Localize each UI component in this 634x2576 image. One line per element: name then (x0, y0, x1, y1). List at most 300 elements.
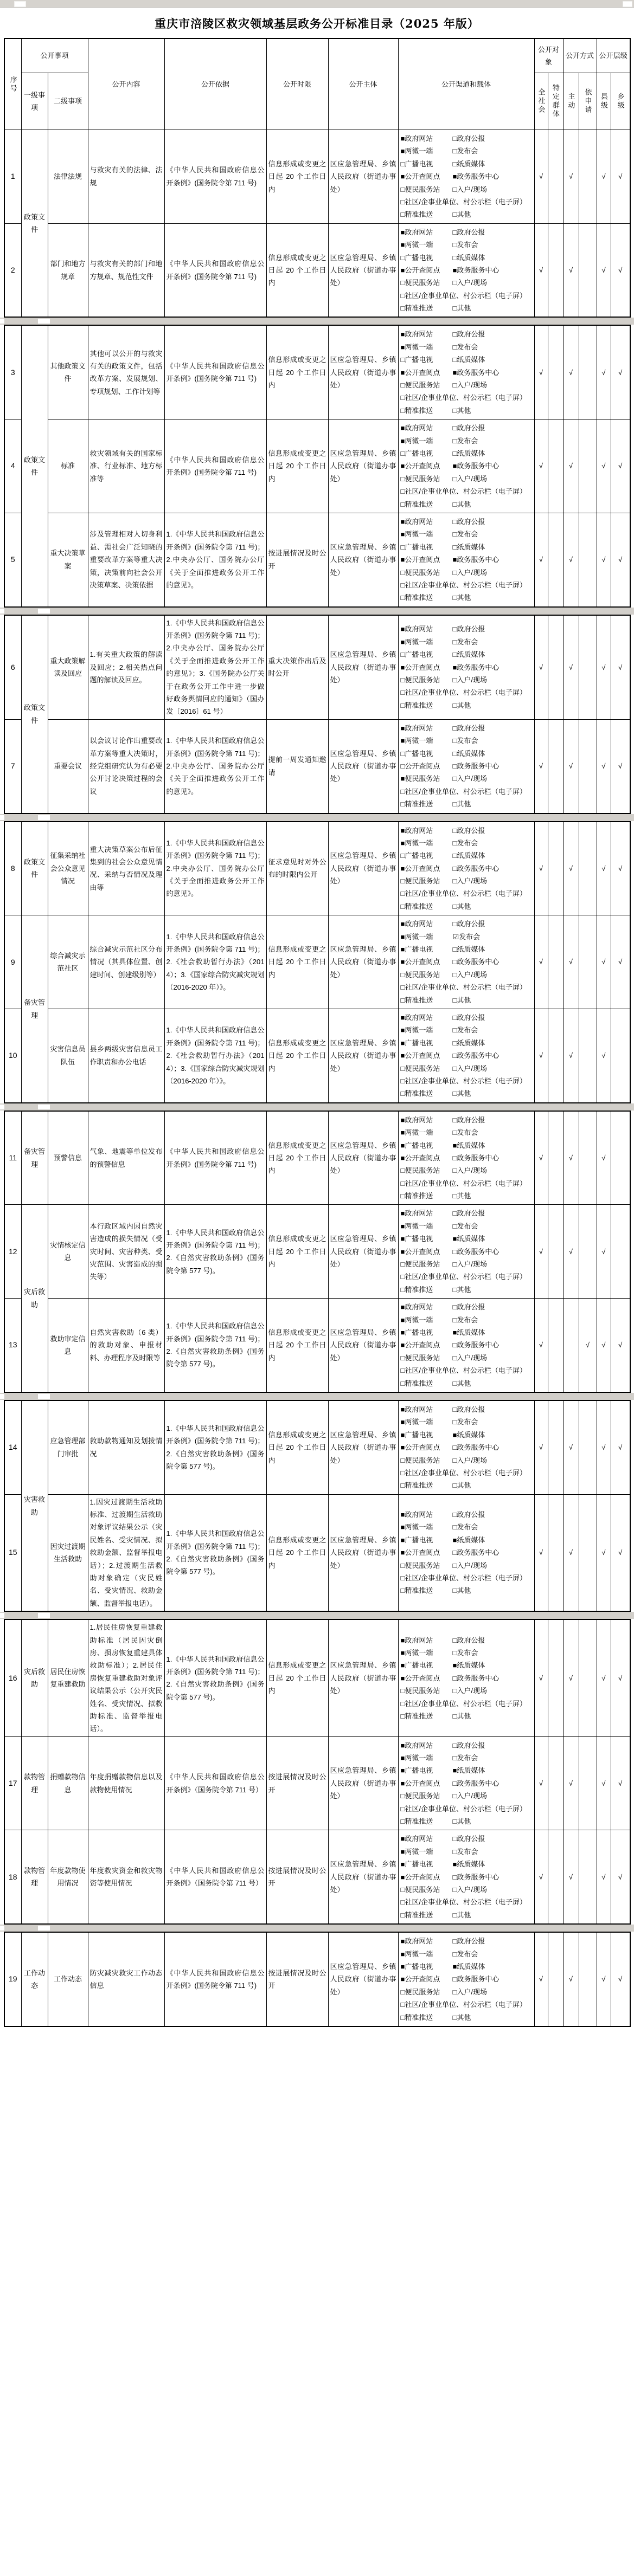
channel-option: ■广播电视 (400, 1141, 433, 1150)
channel-option: ■两微一端 (400, 343, 433, 351)
cell-content: 气象、地震等单位发布的预警信息 (88, 1111, 164, 1205)
cell-check-township (611, 1494, 630, 1611)
channel-line (401, 1845, 533, 1858)
channel-option: □其他 (452, 1379, 471, 1387)
check-mark: √ (568, 761, 573, 770)
channel-option: □便民服务站 (400, 1260, 440, 1269)
cell-index: 14 (4, 1400, 21, 1494)
table-row (4, 1932, 630, 2026)
cell-content: 救助款物通知及划拨情况 (88, 1400, 164, 1494)
cell-check-township (611, 1619, 630, 1736)
channel-line (401, 541, 533, 553)
cell-check-public (534, 1299, 548, 1392)
check-mark: √ (539, 1674, 543, 1682)
check-mark: √ (618, 556, 623, 564)
channel-line (401, 366, 533, 379)
channel-option: □精准推送 (400, 593, 433, 602)
check-mark: √ (601, 1674, 606, 1682)
cell-category-level2: 灾情核定信息 (48, 1205, 88, 1299)
check-mark: √ (618, 1779, 623, 1787)
channel-line: □社区/企事业单位、村公示栏（电子屏） (400, 787, 527, 796)
check-mark: √ (568, 462, 573, 470)
channel-option: ■两微一端 (400, 436, 433, 445)
cell-check-township (611, 719, 630, 813)
channel-option: □政务服务中心 (452, 1873, 499, 1881)
check-mark: √ (601, 1548, 606, 1557)
channel-line (401, 1326, 533, 1339)
channel-option: □便民服务站 (400, 1456, 440, 1464)
cell-check-onrequest (579, 615, 597, 720)
channel-option: ■两微一端 (400, 737, 433, 745)
check-mark: √ (618, 1548, 623, 1557)
channel-option: ■政府网站 (400, 826, 433, 835)
channel-option: □政务服务中心 (452, 1153, 499, 1162)
channel-option: □纸质媒体 (452, 159, 485, 168)
cell-index: 17 (4, 1736, 21, 1830)
cell-category-level1: 政策文件 (21, 615, 48, 814)
cell-basis: 1.《中华人民共和国政府信息公开条例》(国务院令第 711 号)；2.中央办公厅、国务院办公厅《关于全面推进政务公开工作的意见》。 (164, 822, 266, 915)
cell-content: 年度救灾资金和救灾物资等使用情况 (88, 1830, 164, 1924)
cell-content: 综合减灾示范社区分布情况（其具体位置、创建时间、创建级别等） (88, 915, 164, 1009)
check-mark: √ (568, 172, 573, 181)
channel-option: □精准推送 (400, 1910, 433, 1919)
channel-line (401, 1534, 533, 1546)
channel-option: ■政府网站 (400, 424, 433, 432)
check-mark: √ (601, 1873, 606, 1881)
channel-line (401, 1207, 533, 1219)
channel-option: □政府公报 (452, 1741, 485, 1749)
page-break-notch (0, 609, 4, 614)
cell-check-county (597, 130, 611, 224)
channel-option: □纸质媒体 (452, 1038, 485, 1047)
cell-check-township (611, 130, 630, 224)
check-mark: √ (539, 1548, 543, 1557)
channel-line (401, 1114, 533, 1126)
cell-check-public (534, 325, 548, 419)
channel-option: □广播电视 (400, 543, 433, 551)
channel-option: ■两微一端 (400, 1418, 433, 1426)
cell-category-level2: 综合减灾示范社区 (48, 915, 88, 1009)
cell-check-public (534, 223, 548, 317)
channel-option: □入户/现场 (452, 381, 487, 390)
channel-line (401, 1790, 533, 1802)
cell-check-county (597, 1400, 611, 1494)
cell-content: 涉及管理相对人切身利益、需社会广泛知晓的重要改革方案等重大决策，决策前向社会公开决策草案、决策依据 (88, 513, 164, 606)
channel-option: ■纸质媒体 (452, 1661, 485, 1670)
scrollbar-thumb[interactable] (14, 1, 26, 7)
channel-option: ■广播电视 (400, 1038, 433, 1047)
channel-option: □便民服务站 (400, 1987, 440, 1996)
cell-check-public (534, 822, 548, 915)
cell-content: 救灾领域有关的国家标准、行业标准、地方标准等 (88, 419, 164, 513)
header-xianji (597, 73, 611, 130)
channel-option: ■政务服务中心 (452, 368, 499, 377)
cell-channels (398, 1736, 534, 1830)
channel-option: □其他 (452, 996, 471, 1004)
header-teding (548, 73, 563, 130)
cell-check-township (611, 1111, 630, 1205)
channel-option: □发布会 (452, 1418, 478, 1426)
header-公开方式: 公开方式 (563, 38, 597, 73)
cell-time-limit: 按进展情况及时公开 (266, 1932, 328, 2026)
table-row (4, 1299, 630, 1392)
cell-basis: 《中华人民共和国政府信息公开条例》(国务院令第 711 号) (164, 1932, 266, 2026)
cell-subject: 区应急管理局、乡镇人民政府（街道办事处） (328, 1111, 398, 1205)
cell-index: 6 (4, 615, 21, 720)
channel-line (401, 498, 533, 511)
cell-check-county (597, 1830, 611, 1924)
channel-option: □政府公报 (452, 826, 485, 835)
channel-option: ■政府网站 (400, 920, 433, 928)
check-mark: √ (568, 1975, 573, 1984)
check-mark: √ (618, 958, 623, 966)
page-break-notch (0, 1394, 4, 1399)
channel-option: □便民服务站 (400, 970, 440, 979)
channel-option: □精准推送 (400, 1379, 433, 1387)
cell-check-township (611, 1830, 630, 1924)
cell-check-specific (548, 719, 563, 813)
cell-content: 年度捐赠款物信息以及款物使用情况 (88, 1736, 164, 1830)
channel-option: □精准推送 (400, 1192, 433, 1200)
cell-check-county (597, 1494, 611, 1611)
channel-option: □发布会 (452, 1949, 478, 1958)
cell-subject: 区应急管理局、乡镇人民政府（街道办事处） (328, 915, 398, 1009)
cell-basis: 《中华人民共和国政府信息公开条例》（国务院令第 711 号） (164, 1830, 266, 1924)
channel-option: ■纸质媒体 (452, 1328, 485, 1337)
channel-option: □政务服务中心 (452, 761, 499, 770)
channel-line (401, 674, 533, 686)
header-公开渠道和载体: 公开渠道和载体 (398, 38, 534, 130)
channel-option: ■纸质媒体 (452, 1235, 485, 1243)
cell-channels (398, 615, 534, 720)
channel-line (401, 1441, 533, 1454)
cell-check-county (597, 1932, 611, 2026)
page-break-notch (38, 1394, 50, 1399)
header-公开内容: 公开内容 (88, 38, 164, 130)
cell-category-level2: 年度款物使用情况 (48, 1830, 88, 1924)
check-mark: √ (568, 1153, 573, 1162)
channel-option: ■政府网站 (400, 1835, 433, 1843)
channel-option: ■政务服务中心 (452, 663, 499, 672)
channel-option: ■公开查阅点 (400, 663, 440, 672)
check-mark: √ (618, 864, 623, 873)
cell-index: 19 (4, 1932, 21, 2026)
cell-channels (398, 130, 534, 224)
channel-line (401, 918, 533, 930)
channel-option: □政务服务中心 (452, 1443, 499, 1452)
channel-line (401, 473, 533, 485)
channel-option: □其他 (452, 902, 471, 911)
channel-option: □发布会 (452, 1222, 478, 1230)
cell-check-active (563, 915, 579, 1009)
channel-line (401, 302, 533, 314)
header-公开依据: 公开依据 (164, 38, 266, 130)
channel-option: ■政务服务中心 (452, 266, 499, 274)
cell-content: 以会议讨论作出重要改革方案等重大决策时，经党组研究认为有必要公开讨论决策过程的会议 (88, 719, 164, 813)
channel-option: □发布会 (452, 637, 478, 646)
check-mark: √ (539, 556, 543, 564)
channel-option: □广播电视 (400, 851, 433, 860)
cell-check-specific (548, 1111, 563, 1205)
channel-line: □社区/企事业单位、村公示栏（电子屏） (400, 197, 527, 206)
channel-option: ■公开查阅点 (400, 1051, 440, 1060)
cell-check-specific (548, 1619, 563, 1736)
channel-line (401, 1973, 533, 1985)
check-mark: √ (601, 761, 606, 770)
channel-option: □入户/现场 (452, 1166, 487, 1175)
table-row (4, 419, 630, 513)
channel-option: ■两微一端 (400, 1222, 433, 1230)
table-row (4, 130, 630, 224)
channel-line (401, 900, 533, 913)
table-row (4, 513, 630, 606)
cell-check-onrequest (579, 1494, 597, 1611)
cell-category-level1: 工作动态 (21, 1932, 48, 2026)
cell-subject: 区应急管理局、乡镇人民政府（街道办事处） (328, 1400, 398, 1494)
cell-check-onrequest (579, 325, 597, 419)
cell-check-public (534, 719, 548, 813)
cell-time-limit: 信息形成或变更之日起 20 个工作日内 (266, 1299, 328, 1392)
channel-line (401, 264, 533, 276)
channel-option: □纸质媒体 (452, 749, 485, 758)
cell-index: 1 (4, 130, 21, 224)
channel-option: □其他 (452, 304, 471, 313)
channel-option: □其他 (452, 1285, 471, 1294)
header-公开对象: 公开对象 (534, 38, 563, 73)
cell-check-public (534, 1830, 548, 1924)
channel-option: □政务服务中心 (452, 1051, 499, 1060)
check-mark: √ (539, 1247, 543, 1256)
cell-time-limit: 信息形成或变更之日起 20 个工作日内 (266, 1205, 328, 1299)
cell-check-onrequest (579, 915, 597, 1009)
channel-option: ■政务服务中心 (452, 556, 499, 564)
channel-line (401, 1546, 533, 1559)
channel-option: □便民服务站 (400, 877, 440, 886)
channel-option: ■广播电视 (400, 1962, 433, 1971)
channel-line (401, 1190, 533, 1202)
channel-option: ■两微一端 (400, 1315, 433, 1324)
header-zhudong (563, 73, 579, 130)
cell-content: 1.因灾过渡期生活救助标准、过渡期生活救助对象评议结果公示（灾民姓名、受灾情况、拟救助金额、监督举报电话）；2.过渡期生活救助对象确定（灾民姓名、受灾情况、救助金额、监督举报电话）。 (88, 1494, 164, 1611)
channel-option: □发布会 (452, 530, 478, 539)
channel-option: □其他 (452, 701, 471, 709)
check-mark: √ (568, 266, 573, 274)
channel-option: □政府公报 (452, 1013, 485, 1022)
channel-option: ■两微一端 (400, 530, 433, 539)
channel-option: □入户/现场 (452, 1886, 487, 1894)
cell-category-level2: 预警信息 (48, 1111, 88, 1205)
channel-line (401, 1883, 533, 1896)
cell-check-township (611, 822, 630, 915)
channel-option: □发布会 (452, 1754, 478, 1762)
channel-option: ■两微一端 (400, 838, 433, 847)
channel-option: ■公开查阅点 (400, 1443, 440, 1452)
check-mark: √ (601, 864, 606, 873)
table-pages (0, 38, 634, 2027)
channel-option: ■公开查阅点 (400, 1674, 440, 1682)
cell-basis: 1.《中华人民共和国政府信息公开条例》(国务院令第 711 号)；2.《自然灾害救助条例》(国务院令第 577 号)。 (164, 1494, 266, 1611)
table-row (4, 1111, 630, 1205)
directory-table (4, 615, 631, 814)
channel-line (401, 1301, 533, 1313)
cell-time-limit: 重大决策作出后及时公开 (266, 615, 328, 720)
cell-content: 1.居民住房恢复重建救助标准（居民因灾倒房、损房恢复重建具体救助标准）；2.居民住房恢复重建救助对象评议结果公示（公开灾民姓名、受灾情况、拟救助标准、监督举报电话）。 (88, 1619, 164, 1736)
cell-check-specific (548, 325, 563, 419)
table-row (4, 1619, 630, 1736)
channel-option: □其他 (452, 406, 471, 415)
channel-option: □入户/现场 (452, 1260, 487, 1269)
channel-line: □社区/企事业单位、村公示栏（电子屏） (400, 580, 527, 589)
cell-check-specific (548, 223, 563, 317)
cell-category-level2: 救助审定信息 (48, 1299, 88, 1392)
cell-check-onrequest (579, 1619, 597, 1736)
channel-line (401, 849, 533, 862)
check-mark: √ (539, 172, 543, 181)
page-break-notch (0, 1613, 4, 1618)
cell-check-onrequest (579, 1400, 597, 1494)
check-mark: √ (568, 1779, 573, 1787)
channel-option: ■公开查阅点 (400, 864, 440, 873)
channel-line (401, 837, 533, 849)
cell-index: 12 (4, 1205, 21, 1299)
cell-content: 与救灾有关的部门和地方规章、规范性文件 (88, 223, 164, 317)
channel-option: ■公开查阅点 (400, 1247, 440, 1256)
table-row (4, 1205, 630, 1299)
cell-basis: 1.《中华人民共和国政府信息公开条例》(国务院令第 711 号)；2.《自然灾害救助条例》(国务院令第 577 号)。 (164, 1205, 266, 1299)
cell-subject: 区应急管理局、乡镇人民政府（街道办事处） (328, 325, 398, 419)
check-mark: √ (539, 1975, 543, 1984)
channel-line (401, 636, 533, 648)
cell-time-limit: 按进展情况及时公开 (266, 1736, 328, 1830)
check-mark: √ (618, 761, 623, 770)
channel-option: ■两微一端 (400, 1847, 433, 1856)
cell-content: 本行政区域内因自然灾害造成的损失情况（受灾时间、灾害种类、受灾范围、灾害造成的损失等） (88, 1205, 164, 1299)
channel-line (401, 747, 533, 760)
page-title: 重庆市涪陵区救灾领域基层政务公开标准目录（2025 年版） (155, 17, 479, 30)
channel-option: □政府公报 (452, 625, 485, 634)
channel-option: □纸质媒体 (452, 543, 485, 551)
channel-option: ■两微一端 (400, 147, 433, 156)
cell-check-active (563, 1009, 579, 1103)
channel-line (401, 1986, 533, 1998)
channel-line: □社区/企事业单位、村公示栏（电子屏） (400, 1366, 527, 1375)
cell-index: 3 (4, 325, 21, 419)
check-mark: √ (539, 462, 543, 470)
channel-option: □政府公报 (452, 920, 485, 928)
check-mark: √ (618, 1443, 623, 1452)
channel-line (401, 1087, 533, 1100)
channel-line (401, 1232, 533, 1245)
channel-option: □发布会 (452, 1648, 478, 1657)
table-row (4, 615, 630, 720)
channel-option: ■公开查阅点 (400, 1153, 440, 1162)
table-row (4, 719, 630, 813)
cell-content: 县乡两级灾害信息员工作职责和办公电话 (88, 1009, 164, 1103)
cell-check-active (563, 419, 579, 513)
cell-check-specific (548, 615, 563, 720)
cell-time-limit: 信息形成或变更之日起 20 个工作日内 (266, 1400, 328, 1494)
channel-option: ■政府网站 (400, 1013, 433, 1022)
check-mark: √ (601, 663, 606, 672)
cell-category-level2: 部门和地方规章 (48, 223, 88, 317)
check-mark: √ (568, 1443, 573, 1452)
cell-time-limit: 按进展情况及时公开 (266, 1830, 328, 1924)
cell-check-onrequest (579, 822, 597, 915)
cell-check-public (534, 915, 548, 1009)
cell-check-township (611, 1299, 630, 1392)
cell-subject: 区应急管理局、乡镇人民政府（街道办事处） (328, 615, 398, 720)
page-break-notch (38, 1926, 50, 1931)
channel-option: □精准推送 (400, 996, 433, 1004)
channel-option: □精准推送 (400, 1586, 433, 1595)
check-mark: √ (618, 1975, 623, 1984)
channel-option: □便民服务站 (400, 381, 440, 390)
cell-category-level2: 居民住房恢复重建救助 (48, 1619, 88, 1736)
table-row (4, 915, 630, 1009)
cell-check-specific (548, 1400, 563, 1494)
scrollbar-thumb[interactable] (623, 1, 632, 7)
channel-line (401, 1037, 533, 1049)
channel-option: ■政府网站 (400, 330, 433, 339)
channel-line (401, 566, 533, 579)
cell-check-active (563, 1736, 579, 1830)
cell-subject: 区应急管理局、乡镇人民政府（街道办事处） (328, 1009, 398, 1103)
cell-category-level1: 备灾管理 (21, 1111, 48, 1205)
cell-check-active (563, 325, 579, 419)
channel-option: □其他 (452, 593, 471, 602)
channel-option: □政务服务中心 (452, 1341, 499, 1350)
channel-option: □政府公报 (452, 228, 485, 236)
channel-line: □社区/企事业单位、村公示栏（电子屏） (400, 1076, 527, 1085)
cell-check-township (611, 325, 630, 419)
channel-line (401, 1710, 533, 1722)
cell-category-level1: 灾害救助 (21, 1400, 48, 1611)
cell-channels (398, 1111, 534, 1205)
cell-check-active (563, 1494, 579, 1611)
cell-content: 防灾减灾救灾工作动态信息 (88, 1932, 164, 2026)
channel-line (401, 1521, 533, 1533)
channel-option: □政府公报 (452, 517, 485, 526)
channel-option: ■政府网站 (400, 724, 433, 732)
header-row-top (4, 38, 630, 73)
channel-option: ■广播电视 (400, 1860, 433, 1869)
cell-time-limit: 信息形成或变更之日起 20 个工作日内 (266, 1111, 328, 1205)
cell-check-specific (548, 1299, 563, 1392)
channel-option: □便民服务站 (400, 279, 440, 287)
channel-option: □其他 (452, 2013, 471, 2022)
cell-index: 10 (4, 1009, 21, 1103)
channel-line (401, 1314, 533, 1326)
check-mark: √ (568, 1674, 573, 1682)
cell-time-limit: 信息形成或变更之日起 20 个工作日内 (266, 1009, 328, 1103)
cell-subject: 区应急管理局、乡镇人民政府（街道办事处） (328, 1494, 398, 1611)
channel-option: ■两微一端 (400, 241, 433, 249)
channel-line (401, 760, 533, 772)
cell-content: 其他可以公开的与救灾有关的政策文件，包括改革方案、发展规划、专项规划、工作计划等 (88, 325, 164, 419)
channel-option: ■纸质媒体 (452, 1430, 485, 1439)
cell-index: 16 (4, 1619, 21, 1736)
channel-line (401, 1258, 533, 1270)
channel-option: □精准推送 (400, 1712, 433, 1720)
check-mark: √ (601, 462, 606, 470)
channel-option: □精准推送 (400, 1481, 433, 1490)
cell-basis: 1.《中华人民共和国政府信息公开条例》(国务院令第 711 号)；2.中央办公厅、国务院办公厅《关于全面推进政务公开工作的意见》。 (164, 719, 266, 813)
cell-channels (398, 223, 534, 317)
channel-line (401, 798, 533, 810)
channel-option: □其他 (452, 1712, 471, 1720)
page-break-notch (38, 319, 50, 324)
check-mark: √ (618, 368, 623, 377)
